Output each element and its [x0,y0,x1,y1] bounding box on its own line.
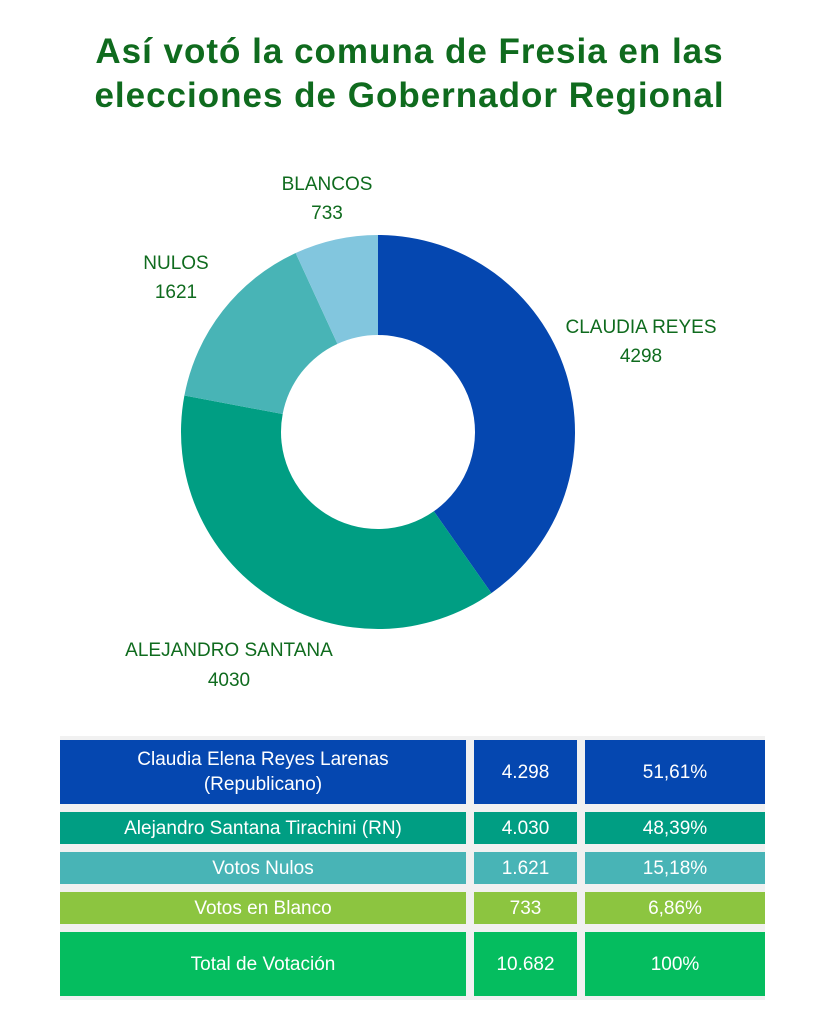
total-label-cell: Total de Votación [60,932,466,996]
page-title [0,30,819,118]
results-row-total [60,932,765,996]
results-row-reyes [60,740,765,804]
percent-cell: 51,61% [585,740,765,804]
votes-cell: 4.298 [474,740,577,804]
candidate-name: Claudia Elena Reyes Larenas [137,749,389,770]
total-votes-cell: 10.682 [474,932,577,996]
slice-value-label: 4298 [619,346,663,367]
donut-chart [0,150,819,700]
category-name-cell: Votos en Blanco [60,892,466,924]
votes-cell: 1.621 [474,852,577,884]
candidate-name-cell: Alejandro Santana Tirachini (RN) [60,812,466,844]
slice-label: CLAUDIA REYES [565,317,717,338]
slice-label: BLANCOS [281,174,373,195]
candidate-party: (Republicano) [203,774,323,795]
slice-label: ALEJANDRO SANTANA [125,640,333,661]
total-percent-cell: 100% [585,932,765,996]
category-name-cell: Votos Nulos [60,852,466,884]
slice-value-label: 4030 [207,670,251,691]
votes-cell: 733 [474,892,577,924]
results-table [60,736,765,1000]
slice-value-label: 1621 [154,282,198,303]
percent-cell: 6,86% [585,892,765,924]
candidate-name-cell [60,740,466,804]
slice-value-label: 733 [311,203,343,224]
title-line-2: elecciones de Gobernador Regional [94,76,725,115]
title-line-1: Así votó la comuna de Fresia en las [95,32,724,71]
votes-cell: 4.030 [474,812,577,844]
results-row-blancos [60,892,765,924]
results-row-santana [60,812,765,844]
percent-cell: 15,18% [585,852,765,884]
percent-cell: 48,39% [585,812,765,844]
results-row-nulos [60,852,765,884]
slice-label: NULOS [143,253,209,274]
